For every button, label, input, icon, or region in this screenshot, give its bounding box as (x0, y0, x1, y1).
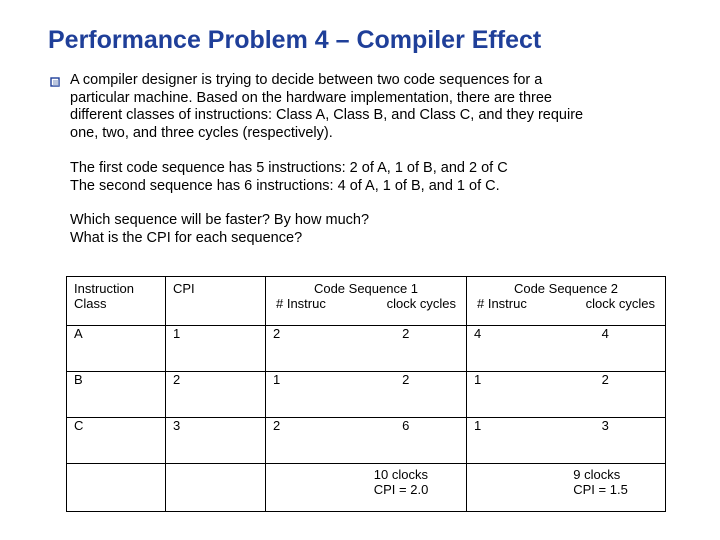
cell-class: B (67, 372, 166, 418)
footer-seq2-summary (546, 464, 666, 512)
header-cpi: CPI (166, 277, 266, 326)
header-seq1-title: Code Sequence 1 (313, 281, 419, 296)
cell-seq2-cycles: 2 (546, 372, 666, 418)
instruction-table (66, 276, 666, 512)
question-paragraph (70, 212, 369, 247)
intro-paragraph (70, 72, 583, 142)
footer-empty-cell (166, 464, 266, 512)
intro-line: A compiler designer is trying to decide between two code sequences for a (70, 72, 543, 88)
cell-cpi: 1 (166, 326, 266, 372)
sequence-paragraph (70, 160, 508, 195)
intro-line: different classes of instructions: Class A, Class B, and Class C, and they require (70, 107, 584, 123)
table-footer-row (67, 464, 666, 512)
table-row (67, 326, 666, 372)
cell-cpi: 2 (166, 372, 266, 418)
footer-seq1-clocks: 10 clocks (373, 467, 428, 482)
footer-empty-cell (266, 464, 346, 512)
sequence-line: The first code sequence has 5 instructions: 2 of A, 1 of B, and 2 of C (70, 160, 508, 176)
footer-seq1-summary (346, 464, 467, 512)
cell-seq2-instr: 4 (467, 326, 546, 372)
header-class-line: Class (74, 296, 107, 311)
cell-seq2-instr: 1 (467, 418, 546, 464)
slide-title: Performance Problem 4 – Compiler Effect (48, 26, 542, 54)
table-header-row (67, 277, 666, 326)
cell-seq1-cycles: 2 (346, 326, 467, 372)
table-row (67, 418, 666, 464)
cell-seq1-instr: 2 (266, 326, 346, 372)
header-seq1-cycles: clock cycles (386, 296, 456, 311)
cell-class: C (67, 418, 166, 464)
cell-seq1-instr: 2 (266, 418, 346, 464)
header-seq2-instr: # Instruc (477, 296, 527, 311)
cell-class: A (67, 326, 166, 372)
table-row (67, 372, 666, 418)
question-line: Which sequence will be faster? By how much? (70, 212, 370, 228)
square-bullet-icon (50, 77, 60, 87)
header-seq2 (467, 277, 666, 326)
sequence-line: The second sequence has 6 instructions: 4 of A, 1 of B, and 1 of C. (70, 177, 500, 194)
footer-seq1-cpi: CPI = 2.0 (373, 482, 429, 497)
cell-seq2-instr: 1 (467, 372, 546, 418)
header-seq2-title: Code Sequence 2 (513, 281, 619, 296)
footer-seq2-clocks: 9 clocks (573, 467, 621, 482)
header-seq2-cycles: clock cycles (585, 296, 655, 311)
cell-seq2-cycles: 3 (546, 418, 666, 464)
question-line: What is the CPI for each sequence? (70, 229, 303, 246)
header-seq1-instr: # Instruc (276, 296, 326, 311)
intro-line: particular machine. Based on the hardware implementation, there are three (70, 89, 552, 106)
cell-seq1-cycles: 6 (346, 418, 467, 464)
cell-seq1-cycles: 2 (346, 372, 467, 418)
footer-seq2-cpi: CPI = 1.5 (573, 482, 628, 497)
header-seq1 (266, 277, 467, 326)
header-class-line: Instruction (74, 281, 134, 296)
cell-cpi: 3 (166, 418, 266, 464)
cell-seq2-cycles: 4 (546, 326, 666, 372)
intro-line: one, two, and three cycles (respectively). (70, 124, 333, 141)
footer-empty-cell (67, 464, 166, 512)
footer-empty-cell (467, 464, 546, 512)
cell-seq1-instr: 1 (266, 372, 346, 418)
header-class (67, 277, 166, 326)
